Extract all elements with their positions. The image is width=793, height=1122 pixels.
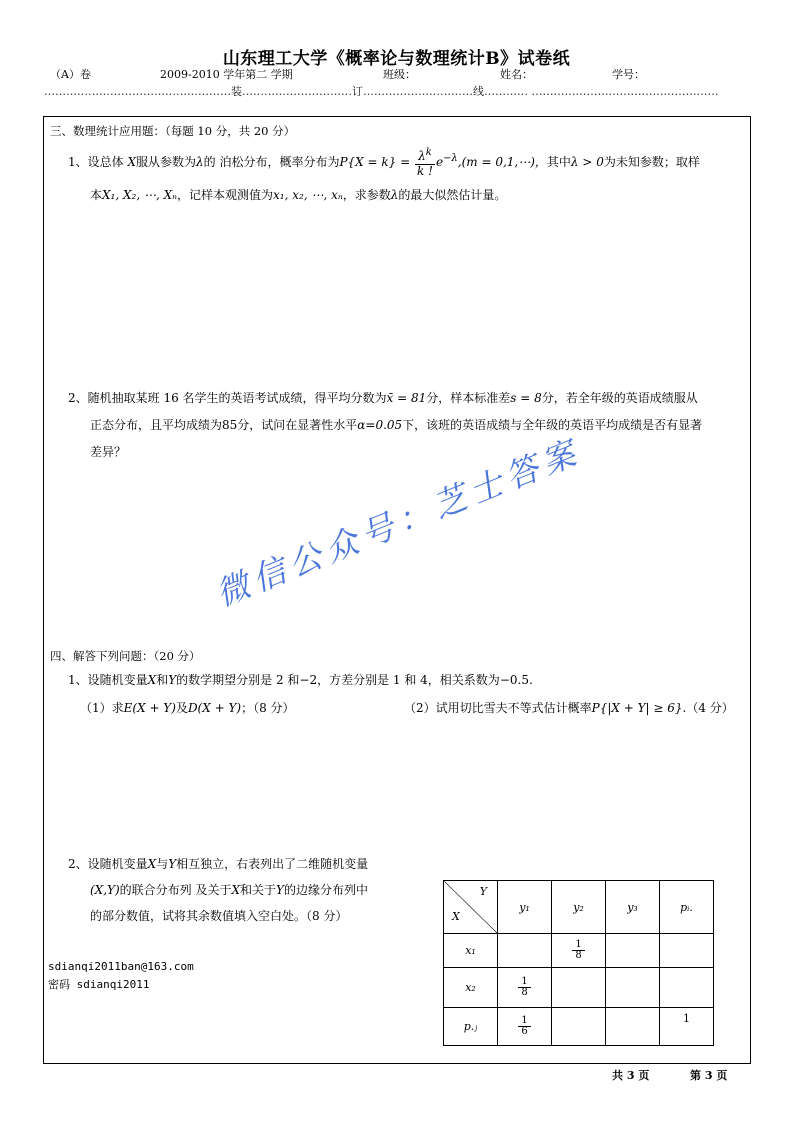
table-header-row — [444, 881, 714, 934]
page-title: 山东理工大学《概率论与数理统计B》试卷纸 — [222, 49, 571, 69]
binding-line-zhuang: ……………………………………………装 — [44, 85, 242, 98]
table-cell[interactable]: $\frac{1}{8}$ — [552, 934, 606, 968]
table-cell[interactable] — [606, 968, 660, 1008]
binding-line — [44, 83, 719, 99]
name-label: 姓名： — [500, 68, 533, 81]
table-cell[interactable] — [660, 934, 714, 968]
section-4-question-1-part-1: （1）求E(X + Y)及D(X + Y)；（8 分） — [80, 701, 295, 715]
binding-line-tail: ………… …………………………………………… — [484, 85, 719, 98]
page-number: 第 3 页 — [690, 1069, 728, 1082]
section-4-question-2: 2、设随机变量X与Y相互独立，右表列出了二维随机变量 — [68, 857, 369, 871]
table-cell[interactable] — [660, 968, 714, 1008]
section-3-heading: 三、数理统计应用题：（每题 10 分，共 20 分） — [50, 124, 296, 138]
table-row — [444, 968, 714, 1008]
binding-line-ding: …………………………订 — [242, 85, 363, 98]
pmf-fraction: $\frac{\lambda^k}{k !}$ — [417, 147, 433, 178]
section-3-question-1: 1、设总体 X服从参数为λ的 泊松分布，概率分布为P{X = k} = $\frac{\lambda^k}{k !}$ $e^{-\lambda},(m$ = 0,1,⋯)，其中λ > 0为未知参数；取样 — [68, 147, 700, 178]
table-cell[interactable] — [606, 934, 660, 968]
section-3-question-2-line-3: 差异？ — [90, 445, 127, 459]
contact-password: 密码 sdianqi2011 — [48, 978, 150, 991]
row-label-pj: p.ⱼ — [444, 1008, 498, 1046]
contact-email: sdianqi2011ban@163.com — [48, 960, 194, 973]
watermark-text: 微信公众号：芝士答案 — [210, 431, 587, 614]
section-3-question-1-line-2: 本X₁, X₂, ⋯, Xₙ，记样本观测值为x₁, x₂, ⋯, xₙ，求参数λ的最大似然估计量。 — [90, 188, 507, 202]
section-3-question-2: 2、随机抽取某班 16 名学生的英语考试成绩，得平均分数为x̄ = 81分，样本标准差s = 8分，若全年级的英语成绩服从 — [68, 391, 698, 405]
row-label-x1: x₁ — [444, 934, 498, 968]
binding-line-xian: …………………………线 — [363, 85, 484, 98]
table-row — [444, 1008, 714, 1046]
column-header-y3: y₃ — [606, 881, 660, 934]
table-cell[interactable] — [498, 934, 552, 968]
section-4-question-1-part-2: （2）试用切比雪夫不等式估计概率P{|X + Y| ≥ 6}.（4 分） — [404, 701, 734, 715]
column-header-pi: pᵢ. — [660, 881, 714, 934]
joint-distribution-table — [443, 880, 714, 1046]
table-row — [444, 934, 714, 968]
section-4-question-2-line-3: 的部分数值，试将其余数值填入空白处。（8 分） — [90, 909, 348, 923]
section-3-question-2-line-2: 正态分布，且平均成绩为85分，试问在显著性水平α=0.05下，该班的英语成绩与全年级的英语平均成绩是否有显著 — [90, 418, 703, 432]
class-label: 班级： — [383, 68, 416, 81]
section-4-heading: 四、解答下列问题：（20 分） — [50, 649, 201, 663]
table-cell[interactable] — [606, 1008, 660, 1046]
section-4-question-2-line-2: (X,Y)的联合分布列 及关于X和关于Y的边缘分布列中 — [90, 883, 368, 897]
paper-variant: （A）卷 — [50, 68, 91, 81]
row-label-x2: x₂ — [444, 968, 498, 1008]
column-header-y2: y₂ — [552, 881, 606, 934]
page-total: 共 3 页 — [612, 1069, 650, 1082]
table-cell[interactable] — [552, 968, 606, 1008]
section-4-question-1: 1、设随机变量X和Y的数学期望分别是 2 和−2，方差分别是 1 和 4，相关系数为−0.5. — [68, 673, 533, 687]
table-corner-cell: Y X — [444, 881, 498, 934]
column-header-y1: y₁ — [498, 881, 552, 934]
table-cell[interactable]: $\frac{1}{8}$ — [498, 968, 552, 1008]
table-cell[interactable]: 1 — [660, 1008, 714, 1046]
table-cell[interactable]: $\frac{1}{6}$ — [498, 1008, 552, 1046]
student-id-label: 学号： — [612, 68, 645, 81]
term-info: 2009-2010 学年第二 学期 — [160, 68, 293, 81]
table-cell[interactable] — [552, 1008, 606, 1046]
